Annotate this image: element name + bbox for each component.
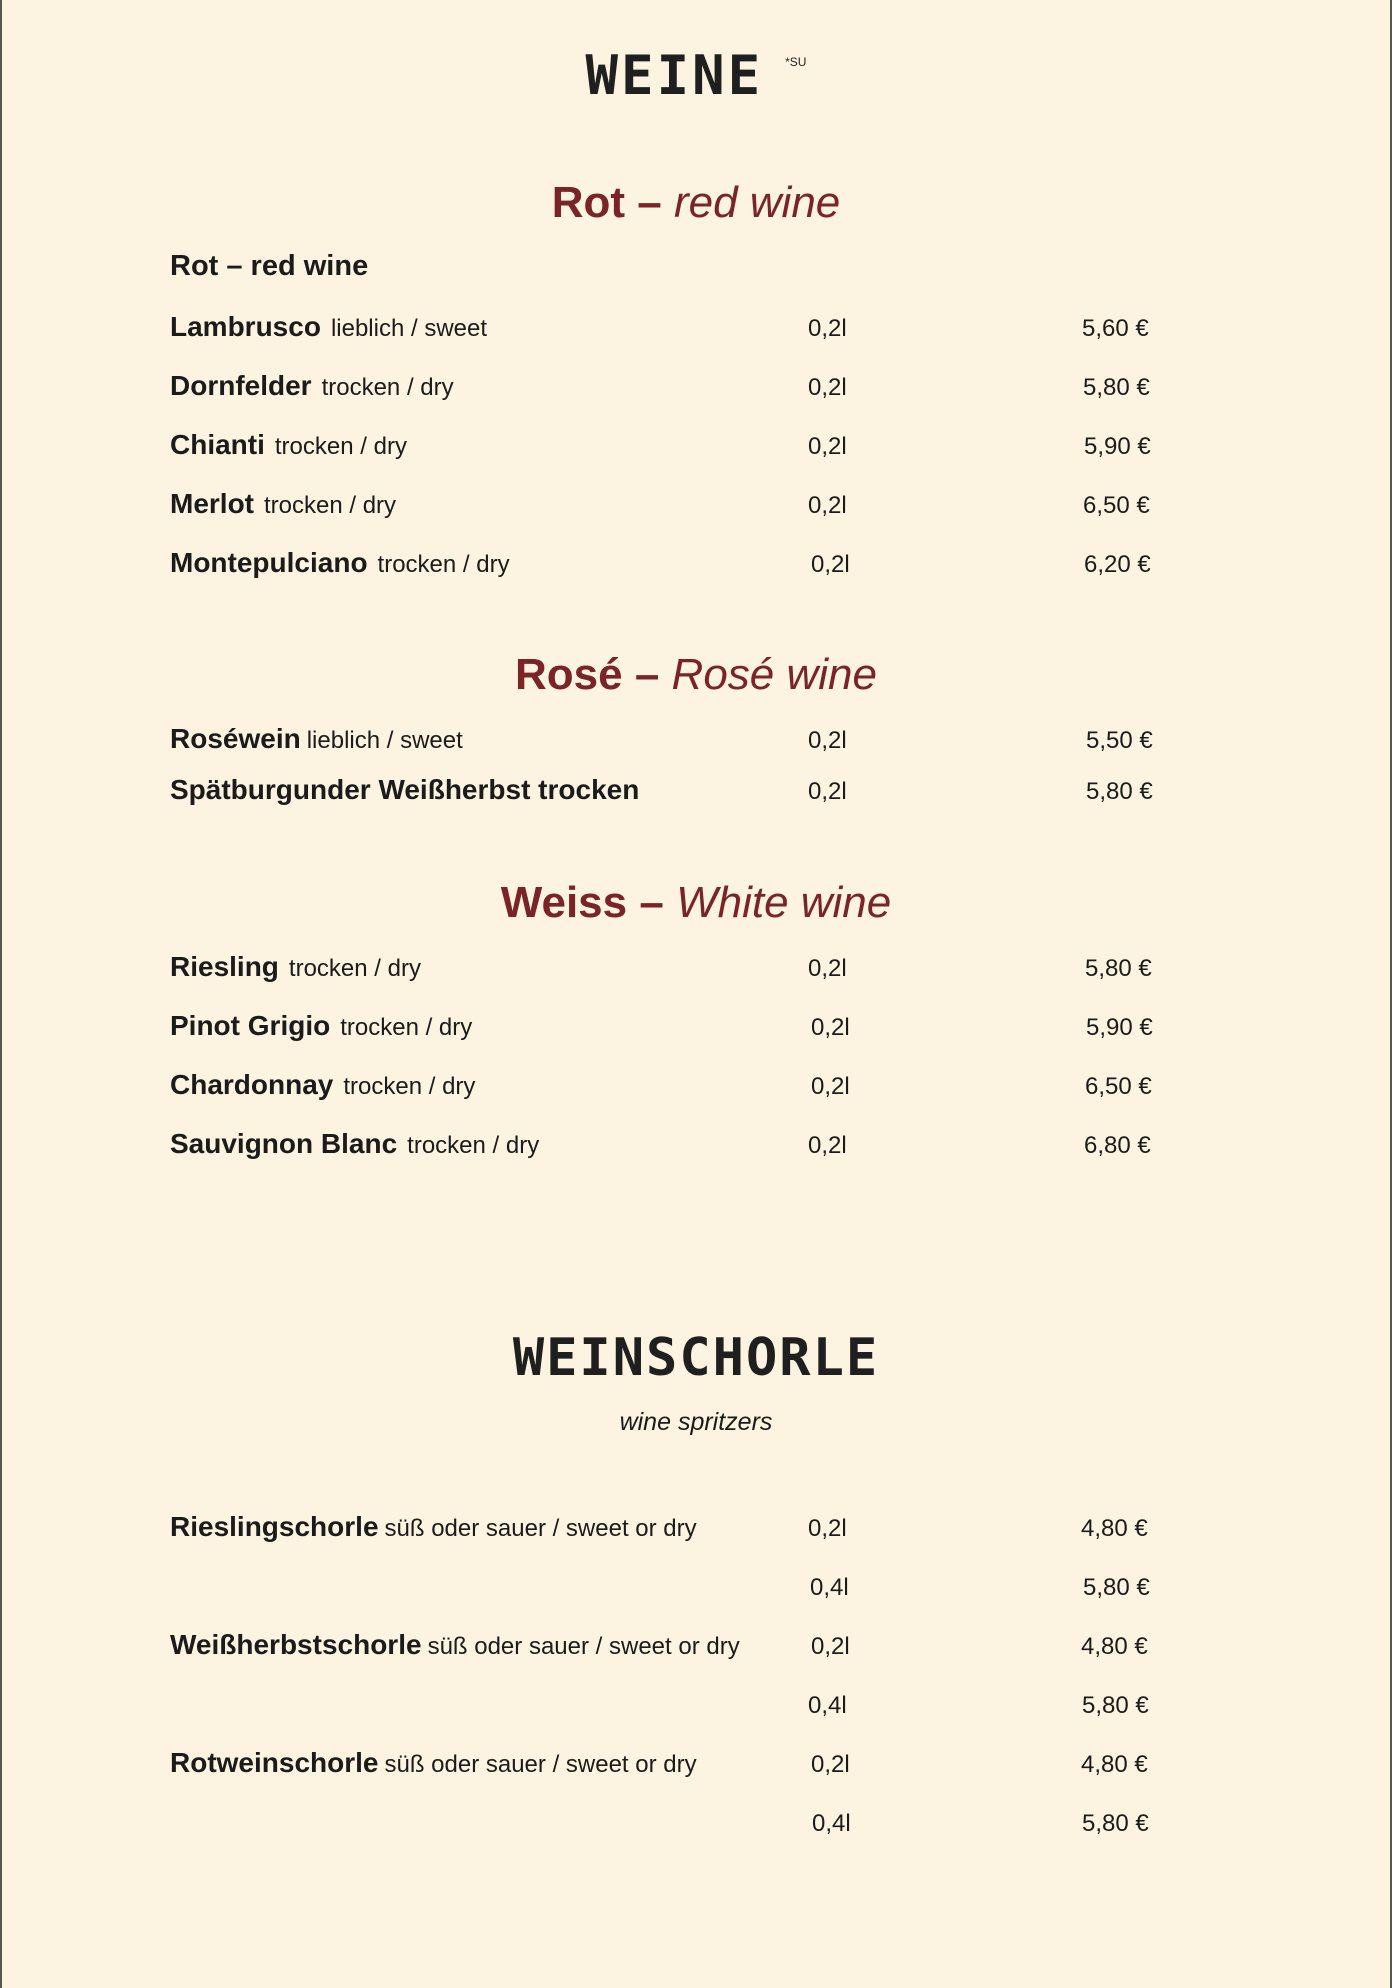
- section-heading-white: [0, 878, 1392, 928]
- item-name-block: [170, 1069, 475, 1101]
- item-name: Chianti: [170, 429, 265, 460]
- item-volume: 0,2l: [808, 315, 847, 342]
- section-heading-rose-en: Rosé wine: [671, 650, 877, 699]
- item-price: 5,80 €: [1082, 1692, 1149, 1719]
- item-name-block: [170, 1128, 539, 1160]
- menu-item: [170, 547, 1170, 587]
- item-price: 6,20 €: [1084, 551, 1151, 578]
- item-name-block: [170, 723, 463, 755]
- item-name: Sauvignon Blanc: [170, 1128, 398, 1159]
- item-price: 6,50 €: [1083, 492, 1150, 519]
- menu-item: [170, 774, 1170, 814]
- item-description: süß oder sauer / sweet or dry: [384, 1515, 697, 1542]
- item-name: Spätburgunder Weißherbst trocken: [170, 774, 640, 805]
- item-volume: 0,2l: [808, 1132, 847, 1159]
- item-description: trocken / dry: [377, 551, 510, 578]
- item-description: trocken / dry: [264, 492, 397, 519]
- item-name: Weißherbstschorle: [170, 1629, 422, 1660]
- section-subheading-red: Rot – red wine: [170, 250, 369, 282]
- item-volume: 0,2l: [808, 492, 847, 519]
- section-heading-white-en: White wine: [676, 878, 892, 927]
- menu-item: [170, 1511, 1170, 1551]
- item-volume: 0,2l: [811, 551, 850, 578]
- menu-item: [170, 723, 1170, 763]
- item-name: Chardonnay: [170, 1069, 334, 1100]
- item-price: 5,90 €: [1086, 1014, 1153, 1041]
- item-description: trocken / dry: [343, 1073, 476, 1100]
- item-volume: 0,2l: [811, 1073, 850, 1100]
- item-description: trocken / dry: [407, 1132, 540, 1159]
- item-name: Roséwein: [170, 723, 301, 754]
- item-description: trocken / dry: [288, 955, 421, 982]
- menu-title: [0, 44, 1392, 107]
- section-heading-rose: [0, 650, 1392, 700]
- menu-title-note: *SU: [785, 55, 807, 69]
- item-description: trocken / dry: [321, 374, 454, 401]
- schorle-subtitle: wine spritzers: [619, 1408, 773, 1436]
- item-name: Pinot Grigio: [170, 1010, 331, 1041]
- item-volume: 0,2l: [808, 778, 847, 805]
- item-name: Rotweinschorle: [170, 1747, 379, 1778]
- item-price: 6,50 €: [1085, 1073, 1152, 1100]
- section-heading-red-de: Rot –: [551, 178, 662, 227]
- item-volume: 0,4l: [812, 1810, 851, 1837]
- menu-item: [170, 1069, 1170, 1109]
- menu-item: [170, 370, 1170, 410]
- item-name-block: [170, 488, 396, 520]
- schorle-title: WEINSCHORLE: [512, 1328, 880, 1388]
- item-description: trocken / dry: [340, 1014, 473, 1041]
- item-volume: 0,2l: [808, 955, 847, 982]
- section-heading-rose-de: Rosé –: [515, 650, 660, 699]
- item-price: 4,80 €: [1081, 1633, 1148, 1660]
- item-price: 5,80 €: [1083, 1574, 1150, 1601]
- item-name-block: [170, 1629, 740, 1661]
- item-price: 5,80 €: [1086, 778, 1153, 805]
- item-description: süß oder sauer / sweet or dry: [427, 1633, 740, 1660]
- menu-item: [170, 1128, 1170, 1168]
- item-volume: 0,2l: [808, 374, 847, 401]
- menu-item: [170, 1629, 1170, 1669]
- menu-item: [170, 1010, 1170, 1050]
- menu-item: [170, 1806, 1170, 1846]
- item-volume: 0,2l: [808, 433, 847, 460]
- item-name-block: [170, 429, 407, 461]
- item-volume: 0,2l: [811, 1014, 850, 1041]
- item-volume: 0,2l: [811, 1633, 850, 1660]
- item-price: 6,80 €: [1084, 1132, 1151, 1159]
- item-volume: 0,2l: [811, 1751, 850, 1778]
- item-name-block: [170, 370, 454, 402]
- menu-item: [170, 429, 1170, 469]
- item-name: Merlot: [170, 488, 254, 519]
- item-price: 5,80 €: [1083, 374, 1150, 401]
- item-price: 5,50 €: [1086, 727, 1153, 754]
- menu-item: [170, 311, 1170, 351]
- item-description: lieblich / sweet: [330, 315, 488, 342]
- item-name-block: [170, 951, 421, 983]
- item-description: süß oder sauer / sweet or dry: [384, 1751, 697, 1778]
- section-heading-red: [0, 178, 1392, 228]
- section-heading-red-en: red wine: [673, 178, 841, 227]
- item-price: 5,60 €: [1082, 315, 1149, 342]
- menu-item: [170, 951, 1170, 991]
- item-description: trocken / dry: [274, 433, 407, 460]
- section-heading-white-de: Weiss –: [500, 878, 664, 927]
- item-name-block: [170, 1747, 697, 1779]
- item-name: Lambrusco: [170, 311, 321, 342]
- menu-title-text: WEINE: [585, 44, 764, 107]
- item-name: Montepulciano: [170, 547, 368, 578]
- menu-item: [170, 1688, 1170, 1728]
- item-volume: 0,2l: [808, 727, 847, 754]
- item-price: 5,90 €: [1084, 433, 1151, 460]
- item-name-block: [170, 774, 639, 806]
- item-price: 4,80 €: [1081, 1515, 1148, 1542]
- item-name-block: [170, 547, 510, 579]
- menu-item: [170, 1570, 1170, 1610]
- item-name-block: [170, 1010, 472, 1042]
- item-name-block: [170, 311, 487, 343]
- menu-item: [170, 1747, 1170, 1787]
- item-name: Rieslingschorle: [170, 1511, 379, 1542]
- item-price: 5,80 €: [1085, 955, 1152, 982]
- item-name: Dornfelder: [170, 370, 312, 401]
- item-volume: 0,2l: [808, 1515, 847, 1542]
- item-name-block: [170, 1511, 697, 1543]
- item-price: 4,80 €: [1081, 1751, 1148, 1778]
- item-description: lieblich / sweet: [306, 727, 463, 754]
- item-volume: 0,4l: [810, 1574, 849, 1601]
- item-price: 5,80 €: [1082, 1810, 1149, 1837]
- menu-item: [170, 488, 1170, 528]
- item-name: Riesling: [170, 951, 279, 982]
- item-volume: 0,4l: [808, 1692, 847, 1719]
